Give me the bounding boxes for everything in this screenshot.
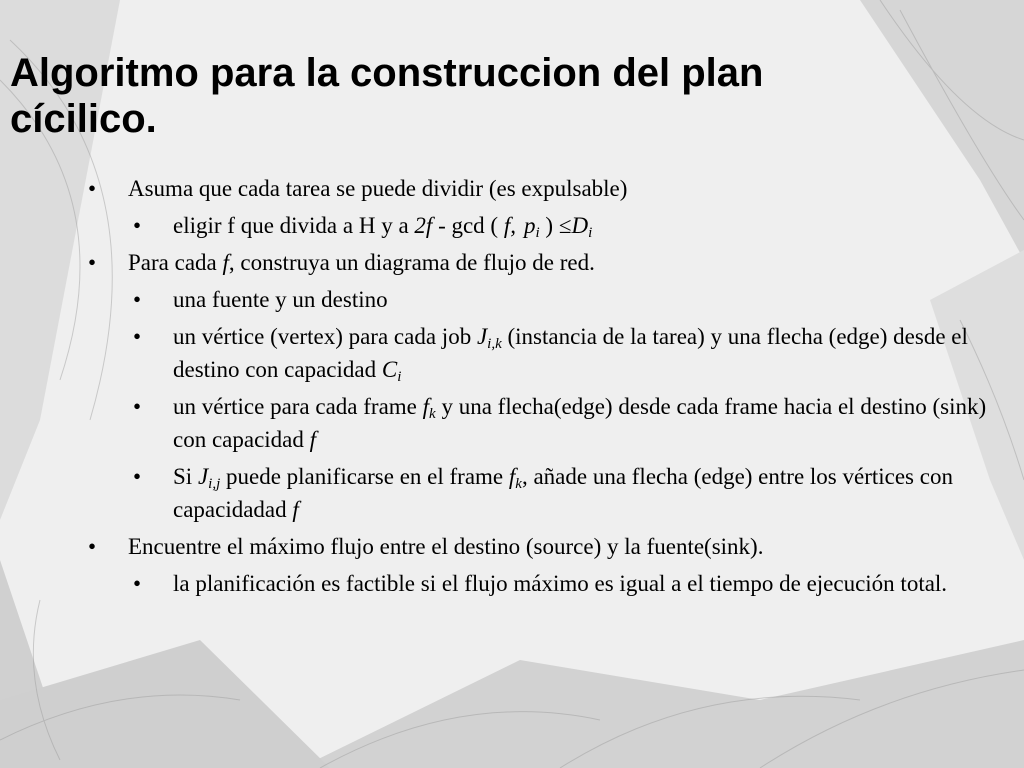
list-item: • un vértice (vertex) para cada job $J_{i,k}$ (instancia de la tarea) y una flecha (edge) desde el destino con capacidad $C_i$ (133, 320, 988, 386)
bullet-icon: • (88, 534, 97, 559)
bullet-icon: • (133, 394, 142, 419)
list-item: • Si $J_{i,j}$ puede planificarse en el frame $f_k$, añade una flecha (edge) entre los vértices con capacidadad f (133, 460, 988, 526)
list-item: • Asuma que cada tarea se puede dividir (es expulsable) (88, 172, 988, 205)
list-item: • Para cada f, construya un diagrama de flujo de red. (88, 246, 988, 279)
list-item: • Encuentre el máximo flujo entre el destino (source) y la fuente(sink). (88, 530, 988, 563)
bullet-icon: • (133, 571, 142, 596)
bullet-icon: • (133, 324, 142, 349)
bullet-icon: • (133, 464, 142, 489)
title-line-2: cícilico. (10, 97, 157, 141)
title-line-1: Algoritmo para la construccion del plan (10, 51, 764, 95)
page-title (10, 50, 990, 142)
bullet-icon: • (88, 176, 97, 201)
list-item: • un vértice para cada frame $f_k$ y una flecha(edge) desde cada frame hacia el destino (sink) con capacidad f (133, 390, 988, 456)
bullet-icon: • (133, 213, 142, 238)
list-item: • eligir f que divida a H y a 2f - gcd ( f, $p_i$ ) $\le D_i$ (133, 209, 988, 242)
list-item: • la planificación es factible si el flujo máximo es igual a el tiempo de ejecución total. (133, 567, 988, 600)
bullet-icon: • (133, 287, 142, 312)
bullet-icon: • (88, 250, 97, 275)
bullet-list (88, 172, 988, 604)
list-item: • una fuente y un destino (133, 283, 988, 316)
